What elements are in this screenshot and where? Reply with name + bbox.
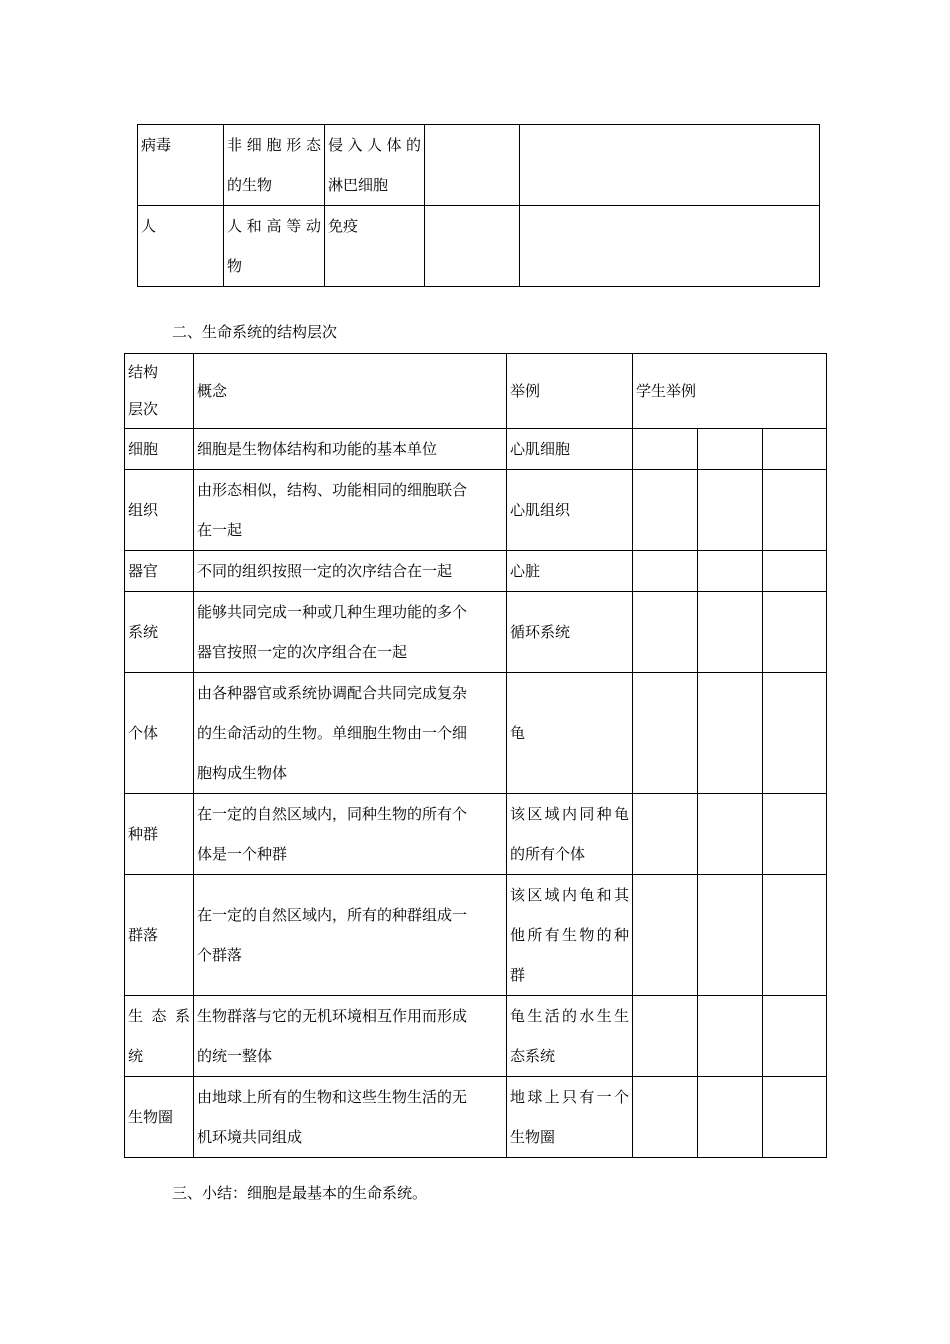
table-cell: 群落 [125, 875, 194, 996]
table-cell [698, 551, 763, 592]
table-cell: 不同的组织按照一定的次序结合在一起 [194, 551, 507, 592]
table-cell: 种群 [125, 794, 194, 875]
table-cell: 龟生活的水生生 态系统 [507, 996, 633, 1077]
table-cell [763, 673, 827, 794]
table-cell: 细胞 [125, 429, 194, 470]
table-cell [425, 125, 520, 206]
table-cell: 细胞是生物体结构和功能的基本单位 [194, 429, 507, 470]
table-cell: 龟 [507, 673, 633, 794]
table-row [125, 429, 827, 470]
pathogen-table [137, 124, 820, 287]
table-cell [763, 551, 827, 592]
table-cell [698, 996, 763, 1077]
table-cell: 组织 [125, 470, 194, 551]
table-cell [698, 875, 763, 996]
table-cell [520, 206, 820, 287]
table-cell: 心肌细胞 [507, 429, 633, 470]
table-cell [698, 1077, 763, 1158]
table-row [125, 1077, 827, 1158]
table-cell: 免疫 [325, 206, 425, 287]
table-cell [633, 673, 698, 794]
table-cell: 该区域内龟和其 他所有生物的种 群 [507, 875, 633, 996]
table-row [125, 592, 827, 673]
table-cell [763, 592, 827, 673]
table-cell [633, 996, 698, 1077]
section-heading: 二、生命系统的结构层次 [172, 323, 338, 341]
table-cell: 心脏 [507, 551, 633, 592]
table-cell [698, 429, 763, 470]
table-cell: 由形态相似，结构、功能相同的细胞联合 在一起 [194, 470, 507, 551]
table-cell [633, 1077, 698, 1158]
table-cell [698, 592, 763, 673]
table-row [125, 794, 827, 875]
header-cell: 结构 层次 [125, 354, 194, 429]
table-cell [633, 551, 698, 592]
table-cell: 人 [138, 206, 224, 287]
table-cell: 人和高等动 物 [224, 206, 325, 287]
table-cell: 侵入人体的 淋巴细胞 [325, 125, 425, 206]
table-row [125, 875, 827, 996]
table-row [125, 470, 827, 551]
table-cell: 在一定的自然区域内，同种生物的所有个 体是一个种群 [194, 794, 507, 875]
table-cell [633, 470, 698, 551]
header-cell: 学生举例 [633, 354, 827, 429]
table-row [125, 551, 827, 592]
table-cell: 生物圈 [125, 1077, 194, 1158]
table-cell: 非细胞形态 的生物 [224, 125, 325, 206]
table-row [138, 206, 820, 287]
table-cell: 该区域内同种龟 的所有个体 [507, 794, 633, 875]
table-cell [763, 794, 827, 875]
table-header-row [125, 354, 827, 429]
summary-heading: 三、小结：细胞是最基本的生命系统。 [172, 1184, 428, 1202]
table-cell [698, 673, 763, 794]
table-cell [633, 429, 698, 470]
table-cell: 生物群落与它的无机环境相互作用而形成 的统一整体 [194, 996, 507, 1077]
table-cell: 病毒 [138, 125, 224, 206]
table-cell [763, 1077, 827, 1158]
table-cell [763, 996, 827, 1077]
header-cell: 概念 [194, 354, 507, 429]
table-cell [425, 206, 520, 287]
table-row [138, 125, 820, 206]
table-cell [763, 875, 827, 996]
table-cell [763, 470, 827, 551]
life-system-table [124, 353, 827, 1158]
table-cell: 循环系统 [507, 592, 633, 673]
table-row [125, 996, 827, 1077]
table-cell: 由地球上所有的生物和这些生物生活的无 机环境共同组成 [194, 1077, 507, 1158]
table-cell: 个体 [125, 673, 194, 794]
table-cell: 生 态 系 统 [125, 996, 194, 1077]
table-cell: 心肌组织 [507, 470, 633, 551]
table-cell: 由各种器官或系统协调配合共同完成复杂 的生命活动的生物。单细胞生物由一个细 胞构成生物体 [194, 673, 507, 794]
table-cell [633, 794, 698, 875]
table-cell [698, 794, 763, 875]
table-cell [520, 125, 820, 206]
table-cell [763, 429, 827, 470]
header-cell: 举例 [507, 354, 633, 429]
table-row [125, 673, 827, 794]
table-cell: 能够共同完成一种或几种生理功能的多个 器官按照一定的次序组合在一起 [194, 592, 507, 673]
table-cell: 在一定的自然区域内，所有的种群组成一 个群落 [194, 875, 507, 996]
table-cell: 器官 [125, 551, 194, 592]
table-cell [633, 592, 698, 673]
table-cell: 地球上只有一个 生物圈 [507, 1077, 633, 1158]
table-cell [633, 875, 698, 996]
table-cell: 系统 [125, 592, 194, 673]
table-cell [698, 470, 763, 551]
